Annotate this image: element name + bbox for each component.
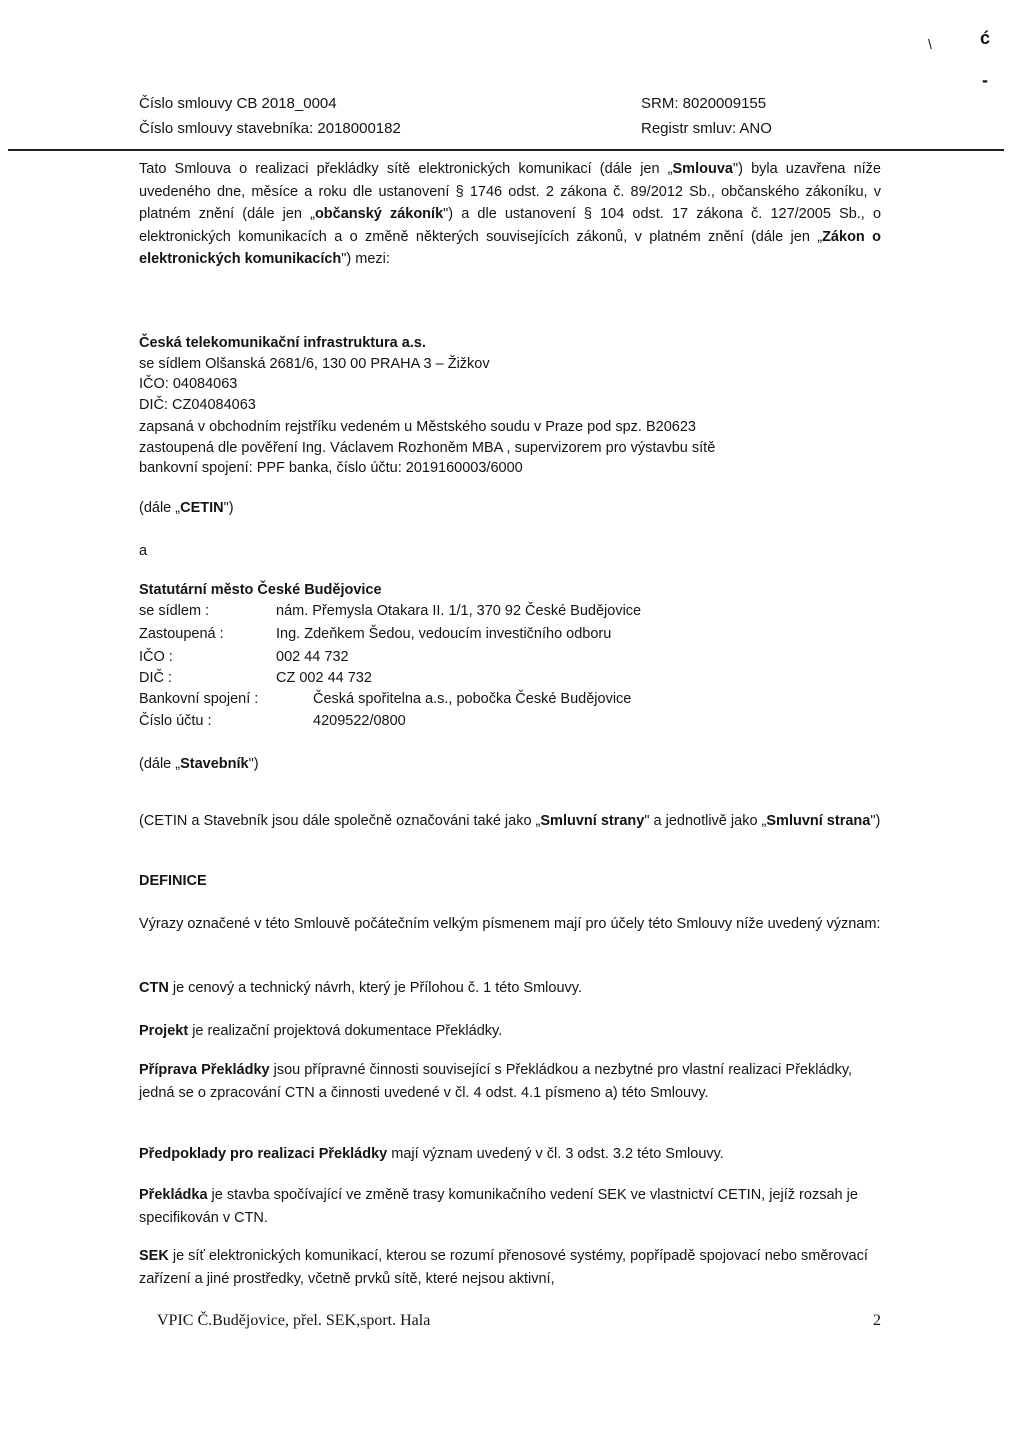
parties-text: ") <box>870 813 881 829</box>
term-smlouva: Smlouva <box>672 161 733 177</box>
definition-term: SEK <box>139 1248 169 1264</box>
builder-dic-label: DIČ : <box>139 670 173 686</box>
builder-account <box>139 713 759 733</box>
cetin-dic-label: DIČ: <box>139 397 168 413</box>
parties-text: (CETIN a Stavebník jsou dále společně označováni také jako „ <box>139 813 541 829</box>
definition-item <box>139 1020 881 1043</box>
builder-seat-value: nám. Přemysla Otakara II. 1/1, 370 92 České Budějovice <box>276 603 642 619</box>
intro-text: ") byla uzavřena níže uvedeného dne, měsíce a roku dle ustanovení § 1746 odst. 2 zákona č. 89/2012 Sb., občanského zákoníku, v platném znění (dále jen „ <box>139 161 881 223</box>
builder-account-label: Číslo účtu : <box>139 713 212 729</box>
corner-mark: - <box>982 70 988 90</box>
definition-text: je síť elektronických komunikací, kterou se rozumí přenosové systémy, popřípadě spojovací nebo směrovací zařízení a jiné prostředky, včetně prvků sítě, které nejsou aktivní, <box>139 1248 868 1287</box>
corner-mark: ć <box>980 28 991 48</box>
builder-representative <box>139 626 759 646</box>
definition-term: CTN <box>139 980 169 996</box>
contract-number-builder: Číslo smlouvy stavebníka: 2018000182 <box>139 120 401 137</box>
definition-term: Překládka <box>139 1187 208 1203</box>
footer-label: VPIC Č.Budějovice, přel. SEK,sport. Hala <box>157 1312 431 1329</box>
builder-ico-value: 002 44 732 <box>276 649 349 665</box>
alias-text: (dále „ <box>139 500 181 516</box>
builder-ico-label: IČO : <box>139 649 173 665</box>
definition-term: Příprava Překládky <box>139 1062 270 1078</box>
cetin-seat: se sídlem Olšanská 2681/6, 130 00 PRAHA 3 – Žižkov <box>139 356 490 372</box>
alias-text: (dále „ <box>139 756 181 772</box>
builder-alias <box>139 756 259 772</box>
contract-number-cb: Číslo smlouvy CB 2018_0004 <box>139 95 337 112</box>
definition-item <box>139 1245 881 1290</box>
definition-item <box>139 1143 881 1166</box>
definition-text: je realizační projektová dokumentace Překládky. <box>188 1023 503 1039</box>
registry-flag: Registr smluv: ANO <box>641 120 772 137</box>
cetin-register: zapsaná v obchodním rejstříku vedeném u Městského soudu v Praze pod spz. B20623 <box>139 419 696 435</box>
term-zakon: Zákon o elektronických komunikacích <box>139 228 881 268</box>
builder-dic <box>139 670 759 690</box>
intro-text: ") mezi: <box>341 251 390 268</box>
alias-text: ") <box>248 756 259 772</box>
builder-rep-value: Ing. Zdeňkem Šedou, vedoucím investičního odboru <box>276 626 612 642</box>
srm-number: SRM: 8020009155 <box>641 95 767 112</box>
alias-text: ") <box>223 500 234 516</box>
cetin-alias <box>139 500 234 516</box>
page-number: 2 <box>873 1312 881 1329</box>
term-smluvni-strana: Smluvní strana <box>766 813 871 829</box>
parties-text: " a jednotlivě jako „ <box>644 813 767 829</box>
term-obcansky-zakonik: občanský zákoník <box>314 206 444 223</box>
builder-ico <box>139 649 759 669</box>
cetin-represented: zastoupená dle pověření Ing. Václavem Rozhoněm MBA , supervizorem pro výstavbu sítě <box>139 440 716 456</box>
definition-text: je cenový a technický návrh, který je Přílohou č. 1 této Smlouvy. <box>168 980 582 996</box>
builder-seat-label: se sídlem : <box>139 603 210 619</box>
cetin-bank: bankovní spojení: PPF banka, číslo účtu: 2019160003/6000 <box>139 460 523 476</box>
alias-term: CETIN <box>180 500 224 516</box>
definition-text: mají význam uvedený v čl. 3 odst. 3.2 této Smlouvy. <box>387 1146 724 1162</box>
definition-text: je stavba spočívající ve změně trasy komunikačního vedení SEK ve vlastnictví CETIN, jejíž rozsah je specifikován v CTN. <box>139 1187 858 1226</box>
builder-bank-label: Bankovní spojení : <box>139 691 259 707</box>
definition-term: Předpoklady pro realizaci Překládky <box>139 1146 388 1162</box>
and-word: a <box>139 543 148 559</box>
intro-text: Tato Smlouva o realizaci překládky sítě elektronických komunikací (dále jen „ <box>139 161 673 177</box>
corner-mark: \ <box>928 36 932 52</box>
definition-item <box>139 977 881 1000</box>
builder-dic-value: CZ 002 44 732 <box>276 670 372 686</box>
builder-name: Statutární město České Budějovice <box>139 582 382 598</box>
definitions-intro: Výrazy označené v této Smlouvě počátečním velkým písmenem mají pro účely této Smlouvy níže uvedený význam: <box>139 916 881 932</box>
builder-seat <box>139 603 759 623</box>
cetin-dic-value: CZ04084063 <box>168 397 256 413</box>
builder-account-value: 4209522/0800 <box>313 713 406 729</box>
cetin-name: Česká telekomunikační infrastruktura a.s. <box>139 335 426 351</box>
header-divider <box>8 149 1004 151</box>
alias-term: Stavebník <box>180 756 249 772</box>
builder-rep-label: Zastoupená : <box>139 626 224 642</box>
definitions-heading: DEFINICE <box>139 873 207 889</box>
intro-paragraph <box>139 158 881 271</box>
definition-item <box>139 1059 881 1104</box>
definition-term: Projekt <box>139 1023 189 1039</box>
intro-text: ") a dle ustanovení § 104 odst. 17 zákona č. 127/2005 Sb., o elektronických komunikacích a o změně některých souvisejících zákonů, v platném znění (dále jen „ <box>139 206 882 245</box>
term-smluvni-strany: Smluvní strany <box>540 813 645 829</box>
cetin-dic <box>139 397 256 413</box>
definition-item <box>139 1184 881 1229</box>
cetin-ico: IČO: 04084063 <box>139 376 238 392</box>
definition-text: jsou přípravné činnosti související s Překládkou a nezbytné pro vlastní realizaci Překládky, jedná se o zpracování CTN a činnosti uvedené v čl. 4 odst. 4.1 písmeno a) této Smlouvy. <box>139 1062 853 1101</box>
parties-note <box>139 810 881 833</box>
builder-bank-value: Česká spořitelna a.s., pobočka České Budějovice <box>313 691 632 707</box>
builder-bank <box>139 691 759 711</box>
